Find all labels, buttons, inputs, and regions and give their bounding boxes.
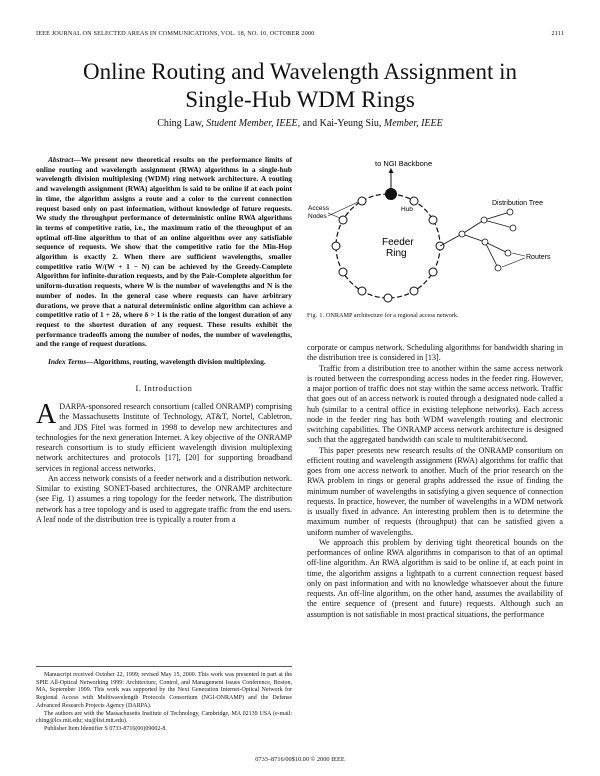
- figure-label-feeder-1: Feeder: [382, 237, 414, 248]
- author-1: Ching Law,: [157, 118, 204, 129]
- access-node: [410, 197, 418, 205]
- access-node: [332, 242, 340, 250]
- tree-link: [462, 220, 484, 234]
- tree-link: [440, 234, 462, 246]
- author-2-role: Member, IEEE: [383, 118, 443, 129]
- author-2: and Kai-Yeung Siu,: [302, 118, 382, 129]
- author-line: [30, 118, 570, 129]
- footnote: [36, 666, 292, 734]
- title-line-1: Online Routing and Wavelength Assignment in: [82, 59, 518, 84]
- routers-pointer: [512, 253, 525, 256]
- tree-link: [485, 242, 508, 253]
- abstract: [36, 155, 292, 349]
- figure-caption-text: ONRAMP architecture for a regional access network.: [325, 312, 459, 319]
- left-column: [36, 155, 292, 525]
- figure-label-backbone: to NGI Backbone: [375, 159, 433, 168]
- tree-link: [462, 234, 485, 242]
- paper-title: [30, 58, 570, 114]
- index-terms: [36, 357, 292, 367]
- tree-node: [481, 217, 487, 223]
- access-node: [410, 287, 418, 295]
- access-node: [429, 268, 437, 276]
- figure-label-routers: Routers: [526, 254, 551, 261]
- intro-paragraph-1: [36, 399, 292, 474]
- journal-header: IEEE JOURNAL ON SELECTED AREAS IN COMMUNICATIONS, VOL. 18, NO. 10, OCTOBER 2000: [36, 30, 315, 37]
- figure-label-feeder-2: Ring: [386, 248, 407, 259]
- hub-node: [385, 188, 397, 200]
- tree-node: [459, 231, 465, 237]
- index-terms-lead: Index Terms—: [48, 357, 94, 367]
- access-node: [384, 294, 392, 302]
- footnote-identifier: Publisher Item Identifier S 0733-8716(00)09002-8.: [44, 725, 167, 732]
- figure-label-access-2: Nodes: [308, 213, 327, 220]
- access-pointer: [328, 202, 358, 216]
- abstract-text: We present new theoretical results on the performance limits of online routing and wavelength assignment (RWA) algorithms in a single-hub wavelength division multiplexing (WDM) ring network architecture. A routing and wavelength assignment (RWA) algorithm is said to be online if at each point in time, the algorithm assigns a route and a color to the current connection request based only on past information, without knowledge of future requests. We study the throughput performance of deterministic online RWA algorithms in terms of competitive ratio, i.e., the maximum ratio of the throughput of an optimal off-line algorithm to that of an online algorithm over any satisfiable sequence of requests. We show that the competitive ratio for the Min-Hop algorithm is exactly 2. When there are sufficient wavelengths, smaller competitive ratio W/(W + 1 − N) can be achieved by the Greedy-Complete Algorithm for infinite-duration requests, and by the Pair-Complete algorithm for uniform-duration requests, where W is the number of wavelengths and N is the number of nodes. In the general case where requests can have arbitrary durations, we prove that a natural deterministic online algorithm can achieve a competitive ratio of 1 + 2δ, where δ > 1 is the ratio of the longest duration of any request to the shortest duration of any request. These results exhibit the performance tradeoffs among the number of nodes, the number of wavelengths, and the range of request durations.: [36, 155, 292, 349]
- title-line-2: Single-Hub WDM Rings: [185, 87, 415, 112]
- right-paragraph-4: We approach this problem by deriving tight theoretical bounds on the performances of online RWA algorithms in comparison to that of an optimal off-line algorithm. An RWA algorithm is said to be online if, at each point in time, the algorithm assigns a lightpath to a current connection request based only on past information and with no knowledge whatsoever about the future requests. An off-line algorithm, on the other hand, assumes the availability of the entire sequence of (present and future) requests. Although such an assumption is not satisfiable in most practical situations, the performance: [307, 537, 563, 619]
- right-paragraph-2: Traffic from a distribution tree to another within the same access network is routed between the corresponding access nodes in the feeder ring. However, a major portion of traffic does not stay within the same access network. Traffic that goes out of an access network is routed through a designated node called a hub (similar to a central office in existing telephone networks). Each access node in the feeder ring has both WDM wavelength routing and electronic switching capabilities. The ONRAMP access network architecture is designed such that the aggregated bandwidth can scale to multiterabit/second.: [307, 363, 563, 445]
- tree-node: [482, 239, 488, 245]
- access-pointer: [328, 213, 340, 218]
- tree-link: [484, 220, 513, 228]
- intro-paragraph-2: An access network consists of a feeder network and a distribution network. Similar to existing SONET-based architectures, the ONRAMP architecture (see Fig. 1) assumes a ring topology for the feeder network. The distribution network has a tree topology and is used to aggregate traffic from the end users. A leaf node of the distribution tree is typically a router from a: [36, 473, 292, 524]
- drop-cap: A: [36, 399, 57, 431]
- right-paragraph-1: corporate or campus network. Scheduling algorithms for bandwidth sharing in the distribution tree is considered in [13].: [307, 343, 563, 363]
- router-node: [505, 250, 511, 256]
- figure-label-access-1: Access: [308, 205, 329, 212]
- tree-link: [484, 212, 510, 220]
- right-paragraph-3: This paper presents new research results of the ONRAMP consortium on efficient routing and wavelength assignment (RWA) algorithms for traffic that goes from one access network to another. Much of the prior research on the RWA problem in rings or general graphs addressed the issue of finding the minimum number of wavelengths in satisfying a given sequence of connection requests. In practice, however, the number of wavelengths in a WDM network is usually fixed in advance. An interesting problem then is to determine the maximum number of requests (throughput) that can be satisfied given a uniform number of wavelengths.: [307, 445, 563, 537]
- router-node: [495, 265, 501, 271]
- routers-pointer: [502, 258, 525, 267]
- access-node: [358, 197, 366, 205]
- tree-link: [485, 242, 498, 268]
- author-1-role: Student Member, IEEE,: [206, 118, 301, 129]
- section-heading: I. Introduction: [135, 383, 193, 393]
- page-number: 2111: [551, 30, 564, 37]
- figure-caption: [307, 312, 563, 319]
- access-node: [339, 268, 347, 276]
- router-node: [510, 225, 516, 231]
- access-node: [429, 216, 437, 224]
- figure-label-hub: Hub: [401, 206, 413, 213]
- intro-paragraph-1-text: DARPA-sponsored research consortium (called ONRAMP) comprising the Massachusetts Institute of Technology, AT&T, Nortel, Cabletron, and JDS Fitel was formed in 1998 to develop new architectures and technologies for the next generation Internet. A key objective of the ONRAMP research consortium is to study efficient wavelength division multiplexing network architectures and protocols [17], [20] for supporting broadband services in regional access networks.: [36, 402, 292, 473]
- access-node: [358, 287, 366, 295]
- footnote-manuscript: Manuscript received October 22, 1999; revised May 15, 2000. This work was presented in part at the SPIE All-Optical Networking 1999: Architecture, Control, and Management Issues Conference, Boston, MA, September 1999. This work was supported by the Next Generation Internet-Optical Network for Regional Access with Multiwavelength Protocols Consortium (NGI-ONRAMP) and the Defense Advanced Research Projects Agency (DARPA).: [36, 672, 292, 709]
- copyright-footer: 0733–8716/00$10.00 © 2000 IEEE: [255, 756, 345, 763]
- onramp-architecture-figure: [300, 150, 564, 326]
- figure-label-distribution: Distribution Tree: [492, 200, 543, 207]
- running-header: [36, 30, 564, 37]
- abstract-lead: Abstract—: [48, 155, 81, 164]
- backbone-arrow-icon: [389, 168, 394, 173]
- index-terms-text: Algorithms, routing, wavelength division multiplexing.: [93, 357, 266, 367]
- footnote-authors: The authors are with the Massachusetts Institute of Technology, Cambridge, MA 02139 USA (e-mail: ching@lcs.mit.edu; siu@list.mit.edu).: [36, 710, 292, 725]
- figure-caption-number: Fig. 1.: [307, 312, 325, 319]
- router-node: [507, 209, 513, 215]
- access-node: [339, 216, 347, 224]
- right-column: [307, 343, 563, 620]
